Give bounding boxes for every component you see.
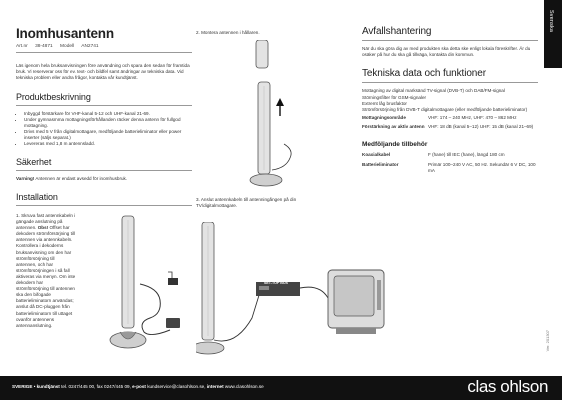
accessories-heading: Medföljande tillbehör	[362, 140, 428, 148]
step-1-rest: Offset har dekodern strömförsörjning till antennen via antennkabeln. Kontrollera i dekoderns bruksanvisning om den har strömförsörjning till antennen, och har strömförsörjningen i så fall aktiveras via menyn. Om inte dekodern har strömförsörjning till antennen ska den bifogade batterieliminatorn användas; anslut då DC-pluggen från batterieliminatorn till uttaget ovanför antennens antennanslutning.	[16, 225, 76, 328]
list-item: • Levereras med 1,8 m antennsladd.	[24, 141, 192, 147]
tech-row-gain	[362, 124, 538, 130]
footer-service-label: kundtjänst	[36, 384, 60, 389]
tech-value: VHF: 18 dB (kanal 5–12) UHF: 15 dB (kanal 21–69)	[428, 124, 534, 130]
step-3-illustration	[196, 222, 396, 372]
list-item: Störningsfilter för GSM-signaler	[362, 94, 427, 100]
brand-logo: clas ohlson	[467, 377, 548, 396]
disposal-text: När du ska göra dig av med produkten ska detta ske enligt lokala föreskrifter. Är du osäker på hur du ska gå tillväga, kontakta din kommun.	[362, 46, 531, 58]
accessory-key: Koaxialkabel	[362, 151, 391, 157]
tech-value: VHF: 174 – 240 MHz, UHF: 470 – 862 MHz	[428, 115, 517, 121]
list-item: • Under gymnasmma mottagningsförhållanden räcker denna antenn för fullgod mottagning.	[24, 117, 192, 129]
step-1-text	[16, 213, 76, 329]
footer-web-label: internet	[206, 384, 224, 389]
list-item: • Inbyggd förstärkare för VHF-kanal 5-12 och UHF-kanal 21-69.	[24, 111, 192, 117]
step-2-text: 2. Montera antennen i hållaren.	[196, 30, 260, 35]
article-line	[16, 44, 192, 53]
list-item: Extremt låg brusfaktor	[362, 100, 407, 106]
step-3-text: 3. Anslut antennkabeln till antenningången på din TV/digitalmottagare.	[196, 197, 297, 209]
warning-text: Antennen är endast avsedd för inomhusbruk.	[35, 175, 128, 181]
accessory-key: Batterieliminator	[362, 161, 399, 167]
model-label: Modell	[60, 44, 75, 49]
list-item: Mottagning av digital marksänd TV-signal (DVB-T) och DAB/FM-signal	[362, 88, 505, 94]
settop-box-label: SET-TOP BOX	[264, 281, 289, 285]
step-1-intro: 1. Skruva fast antennkabeln i gängade anslutning på antennen.	[16, 213, 76, 231]
art-number: 38-4871	[35, 44, 53, 49]
accessory-row-cable	[362, 152, 538, 158]
tech-key: Mottagningsområde	[362, 115, 406, 121]
step-2-illustration	[236, 40, 306, 190]
tech-key: Förstärkning av aktiv antenn	[362, 124, 425, 130]
safety-heading: Säkerhet	[16, 157, 192, 171]
footer-bar	[0, 376, 562, 400]
footer-country: SVERIGE	[12, 384, 33, 389]
product-description-heading: Produktbeskrivning	[16, 92, 192, 106]
installation-heading: Installation	[16, 192, 192, 206]
safety-text	[16, 176, 192, 182]
list-item: • Drivs med 5 V från digitalmottagare, medföljande batterieliminator eller power inserter (säljs separat.)	[24, 129, 192, 141]
version-label: Ver. 201307	[545, 330, 550, 352]
tech-heading: Tekniska data och funktioner	[362, 68, 538, 83]
step-1-illustration	[80, 214, 190, 364]
language-label: Svenska	[548, 10, 554, 33]
tech-row-reception	[362, 115, 538, 121]
model-number: AN2741	[81, 44, 99, 49]
accessory-value: F (hane) till IEC (hane), längd 180 cm	[428, 151, 505, 157]
intro-text: Läs igenom hela bruksanvisningen före användning och spara den sedan för framtida bruk. Vi reserverar oss för ev. text- och bildfel samt ändringar av tekniska data. Vid tekniska problem eller andra frågor, kontakta vår kundtjänst.	[16, 63, 190, 81]
warning-label: Varning!	[16, 175, 35, 181]
art-label: Art.nr	[16, 44, 28, 49]
step-1-obs: Obs!	[37, 225, 49, 231]
accessory-row-adapter	[362, 162, 538, 174]
right-column	[362, 26, 538, 174]
list-item: Strömförsörjning från DVB-T digitalmottagare (eller medföljande batterieliminator)	[362, 107, 528, 113]
disposal-heading: Avfallshantering	[362, 26, 538, 41]
page-title: Inomhusantenn	[16, 26, 114, 41]
footer-contact: SVERIGE • kundtjänst tel. 0247/445 00, fax 0247/445 09, e-post kundservice@clasohlson.se, internet www.clasohlson.se	[12, 384, 264, 389]
footer-email-label: e-post	[132, 384, 146, 389]
left-column	[16, 26, 192, 211]
language-tab	[544, 0, 562, 68]
tech-list	[362, 88, 538, 113]
product-description-list	[16, 111, 192, 147]
accessory-value: Primär 100–240 V AC, 50 Hz. Sekundär 6 V DC, 100 mA	[428, 161, 536, 174]
footer-phone: tel. 0247/445 00, fax 0247/445 09,	[61, 384, 131, 389]
footer-web[interactable]: www.clasohlson.se	[224, 384, 264, 389]
footer-email[interactable]: kundservice@clasohlson.se,	[147, 384, 206, 389]
